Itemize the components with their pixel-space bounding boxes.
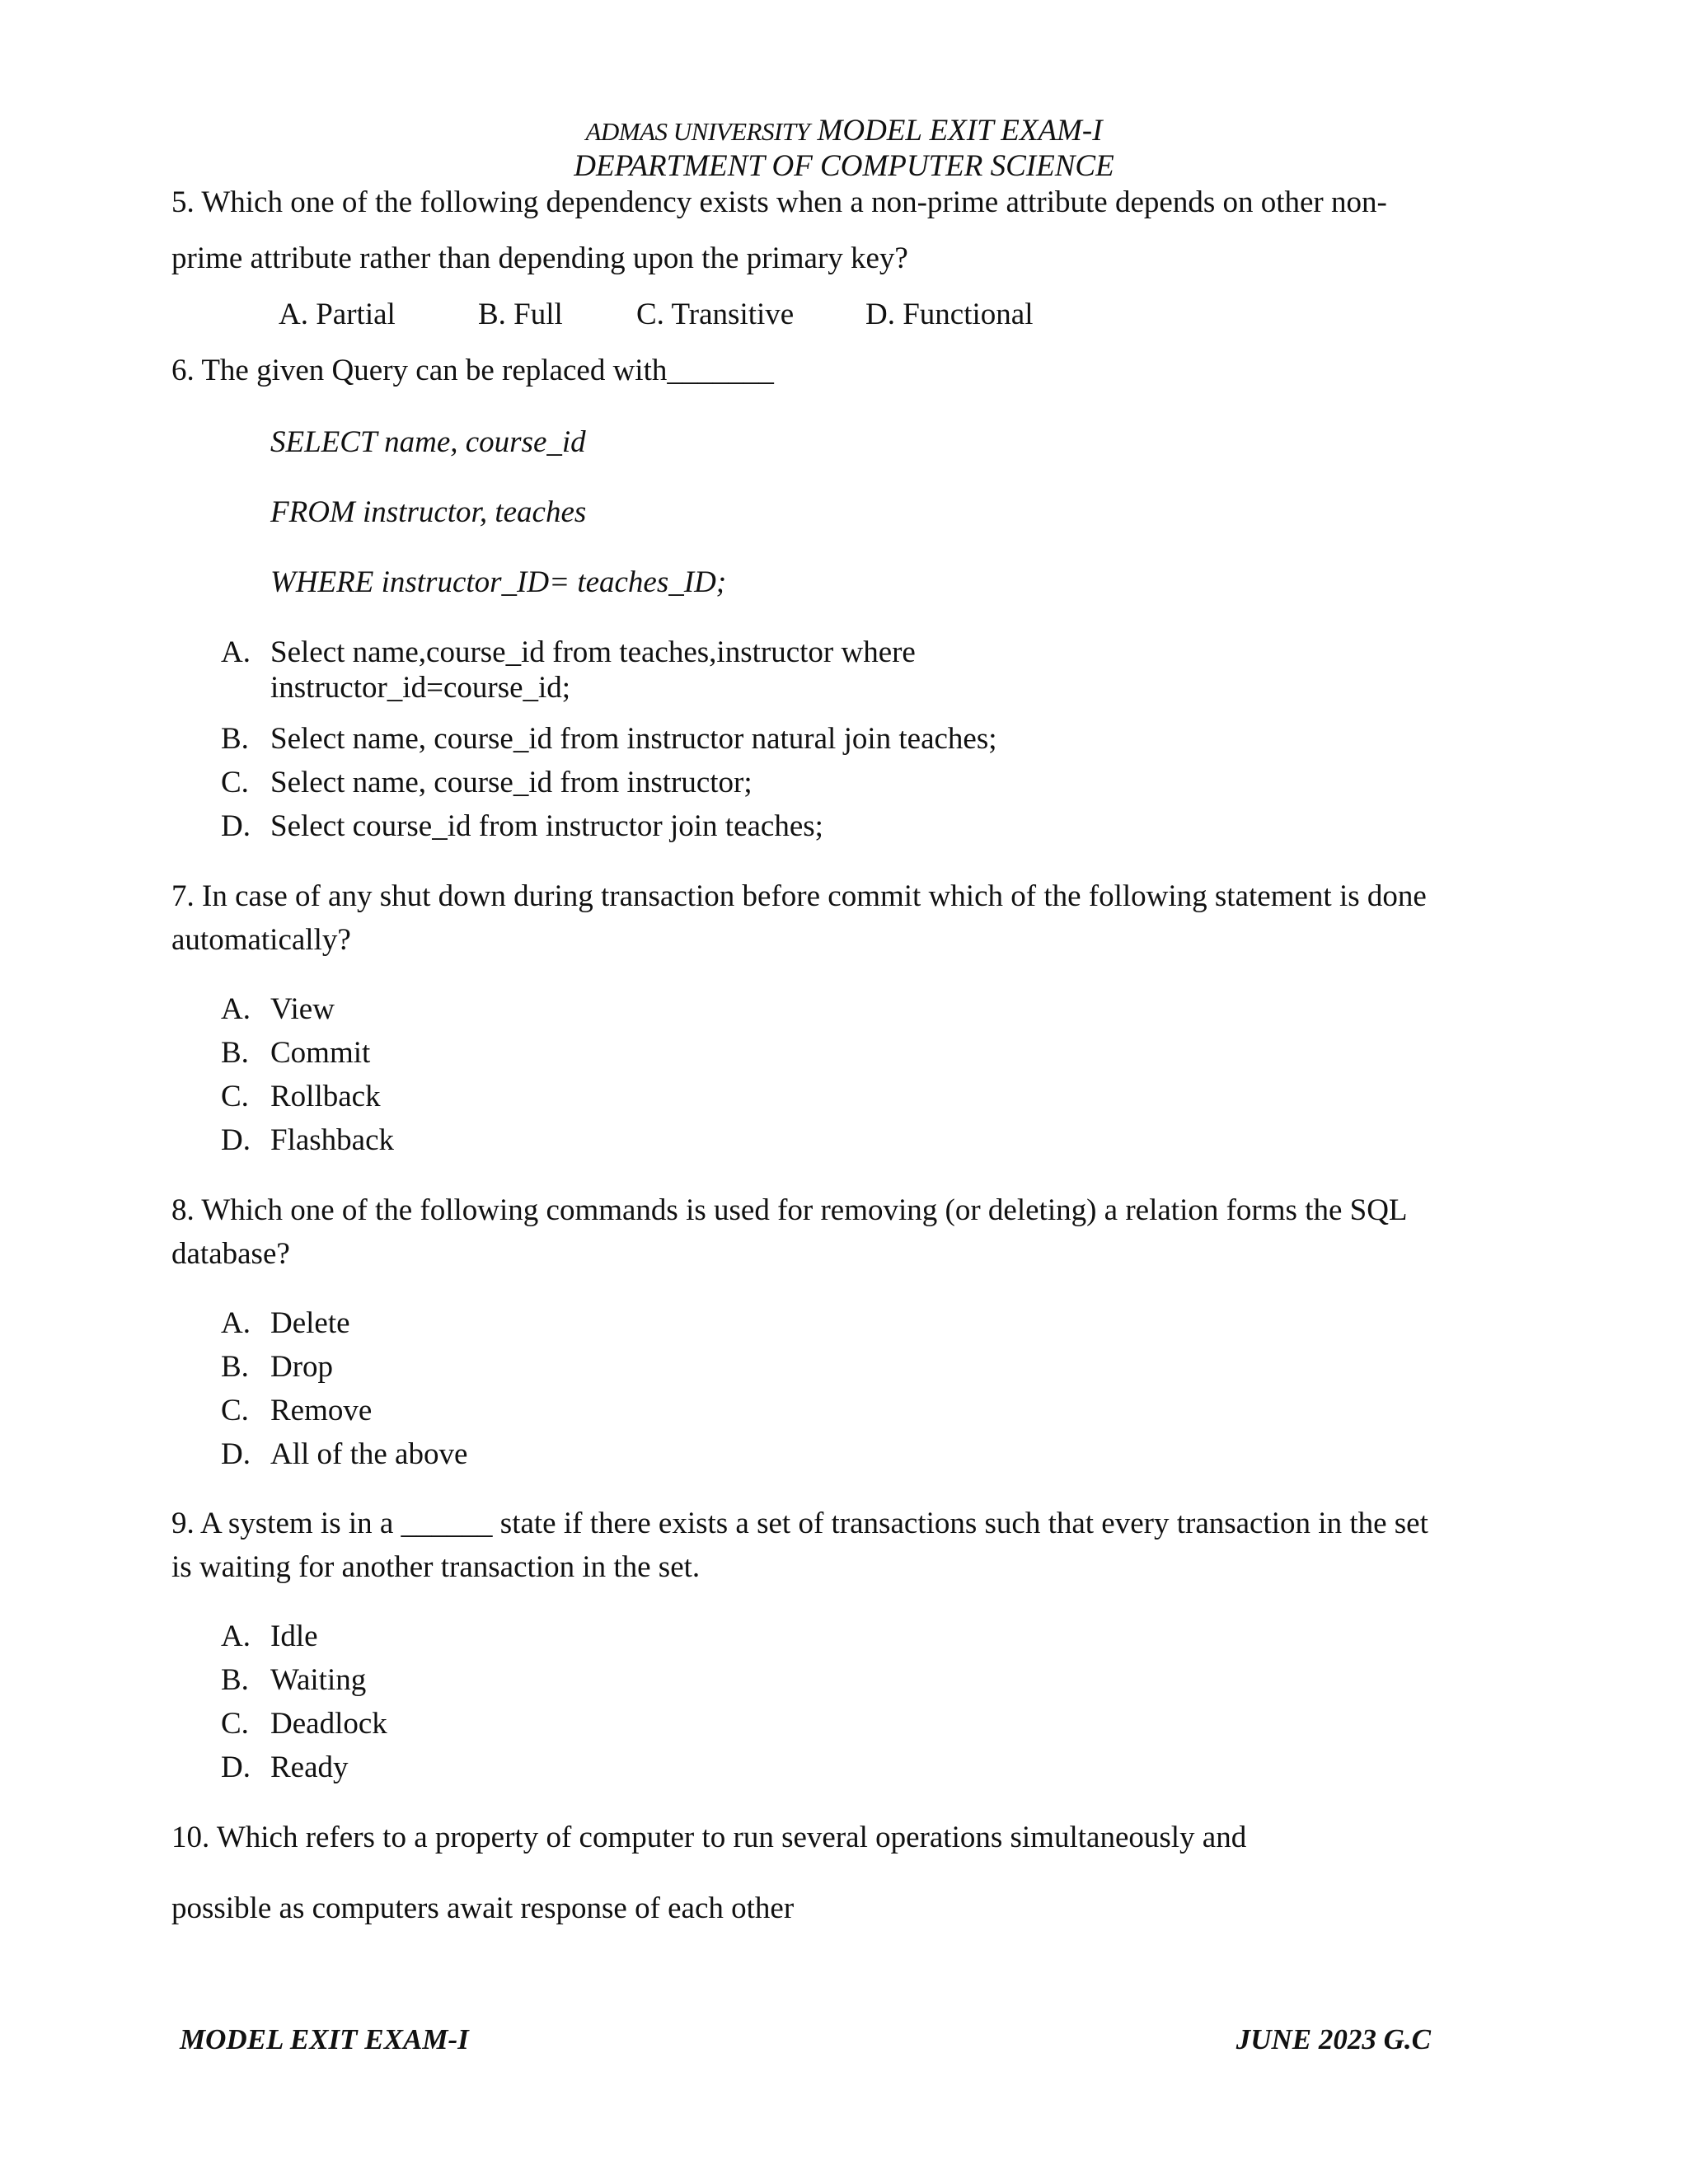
question-7-line-1: 7. In case of any shut down during transaction before commit which of the following statement is done bbox=[171, 879, 1427, 913]
q6-code-line-3: WHERE instructor_ID= teaches_ID; bbox=[270, 565, 727, 599]
q7-option-a-letter: A. bbox=[221, 992, 251, 1026]
q7-option-b-text: Commit bbox=[270, 1036, 371, 1070]
department-name: DEPARTMENT OF COMPUTER SCIENCE bbox=[574, 149, 1114, 183]
q8-option-b-text: Drop bbox=[270, 1350, 334, 1384]
q6-option-d-text: Select course_id from instructor join teaches; bbox=[270, 809, 823, 843]
page-header-line-1 bbox=[0, 113, 1688, 148]
q7-option-c-text: Rollback bbox=[270, 1080, 381, 1113]
exam-title: MODEL EXIT EXAM-I bbox=[817, 114, 1103, 148]
q9-option-b-letter: B. bbox=[221, 1663, 249, 1697]
q6-option-c-letter: C. bbox=[221, 766, 249, 799]
q7-option-a bbox=[221, 991, 880, 1029]
question-10-line-1: 10. Which refers to a property of computer to run several operations simultaneously and bbox=[171, 1821, 1247, 1854]
q9-option-d-letter: D. bbox=[221, 1750, 251, 1784]
q6-option-b-text: Select name, course_id from instructor natural join teaches; bbox=[270, 722, 997, 756]
q6-option-a bbox=[221, 635, 1457, 709]
q7-option-a-text: View bbox=[270, 992, 335, 1026]
q7-option-b bbox=[221, 1035, 880, 1072]
q9-option-c-letter: C. bbox=[221, 1707, 249, 1741]
q6-option-a-line-2: instructor_id=course_id; bbox=[270, 671, 571, 705]
q7-option-b-letter: B. bbox=[221, 1036, 249, 1070]
q6-option-d bbox=[221, 808, 1457, 846]
question-9-line-1: 9. A system is in a ______ state if there exists a set of transactions such that every transaction in the set bbox=[171, 1507, 1428, 1540]
q8-option-d-text: All of the above bbox=[270, 1437, 468, 1471]
question-9-line-2: is waiting for another transaction in the set. bbox=[171, 1550, 701, 1584]
q9-option-c bbox=[221, 1706, 880, 1743]
question-5-line-2: prime attribute rather than depending upon the primary key? bbox=[171, 241, 908, 275]
q7-option-c bbox=[221, 1079, 880, 1116]
q9-option-b bbox=[221, 1662, 880, 1699]
q6-option-d-letter: D. bbox=[221, 809, 251, 843]
footer-date: JUNE 2023 G.C bbox=[1236, 2023, 1431, 2055]
footer-exam-title: MODEL EXIT EXAM-I bbox=[180, 2023, 469, 2055]
q8-option-d-letter: D. bbox=[221, 1437, 251, 1471]
q6-option-a-letter: A. bbox=[221, 635, 251, 669]
question-8-line-2: database? bbox=[171, 1237, 290, 1271]
q6-option-b-letter: B. bbox=[221, 722, 249, 756]
q9-option-b-text: Waiting bbox=[270, 1663, 367, 1697]
q8-option-a bbox=[221, 1305, 880, 1343]
q7-option-c-letter: C. bbox=[221, 1080, 249, 1113]
q8-option-c-text: Remove bbox=[270, 1394, 373, 1427]
q7-option-d bbox=[221, 1122, 880, 1160]
q7-option-d-letter: D. bbox=[221, 1123, 251, 1157]
question-10-line-2: possible as computers await response of each other bbox=[171, 1891, 795, 1925]
university-name: ADMAS UNIVERSITY bbox=[585, 117, 810, 146]
q6-option-c bbox=[221, 765, 1457, 802]
q5-option-b: B. Full bbox=[478, 298, 563, 331]
q8-option-c bbox=[221, 1393, 880, 1430]
q7-option-d-text: Flashback bbox=[270, 1123, 395, 1157]
q6-code-line-2: FROM instructor, teaches bbox=[270, 495, 587, 529]
q9-option-c-text: Deadlock bbox=[270, 1707, 387, 1741]
q5-option-c: C. Transitive bbox=[636, 298, 795, 331]
q8-option-b bbox=[221, 1349, 880, 1386]
q8-option-a-letter: A. bbox=[221, 1306, 251, 1340]
q8-option-d bbox=[221, 1436, 880, 1474]
q6-option-b bbox=[221, 721, 1457, 758]
q9-option-a-text: Idle bbox=[270, 1619, 318, 1653]
q5-option-a: A. Partial bbox=[279, 298, 396, 331]
q9-option-d bbox=[221, 1750, 880, 1787]
question-7-line-2: automatically? bbox=[171, 923, 351, 957]
q9-option-d-text: Ready bbox=[270, 1750, 349, 1784]
q5-option-d: D. Functional bbox=[865, 298, 1034, 331]
q6-option-a-line-1: Select name,course_id from teaches,instructor where bbox=[270, 635, 916, 669]
q6-code-line-1: SELECT name, course_id bbox=[270, 425, 586, 459]
question-8-line-1: 8. Which one of the following commands is used for removing (or deleting) a relation forms the SQL bbox=[171, 1193, 1408, 1227]
q8-option-b-letter: B. bbox=[221, 1350, 249, 1384]
question-6-text: 6. The given Query can be replaced with_______ bbox=[171, 354, 774, 387]
question-5-line-1: 5. Which one of the following dependency exists when a non-prime attribute depends on other non- bbox=[171, 185, 1387, 219]
q8-option-c-letter: C. bbox=[221, 1394, 249, 1427]
q8-option-a-text: Delete bbox=[270, 1306, 350, 1340]
q9-option-a bbox=[221, 1619, 880, 1656]
q9-option-a-letter: A. bbox=[221, 1619, 251, 1653]
q6-option-c-text: Select name, course_id from instructor; bbox=[270, 766, 753, 799]
